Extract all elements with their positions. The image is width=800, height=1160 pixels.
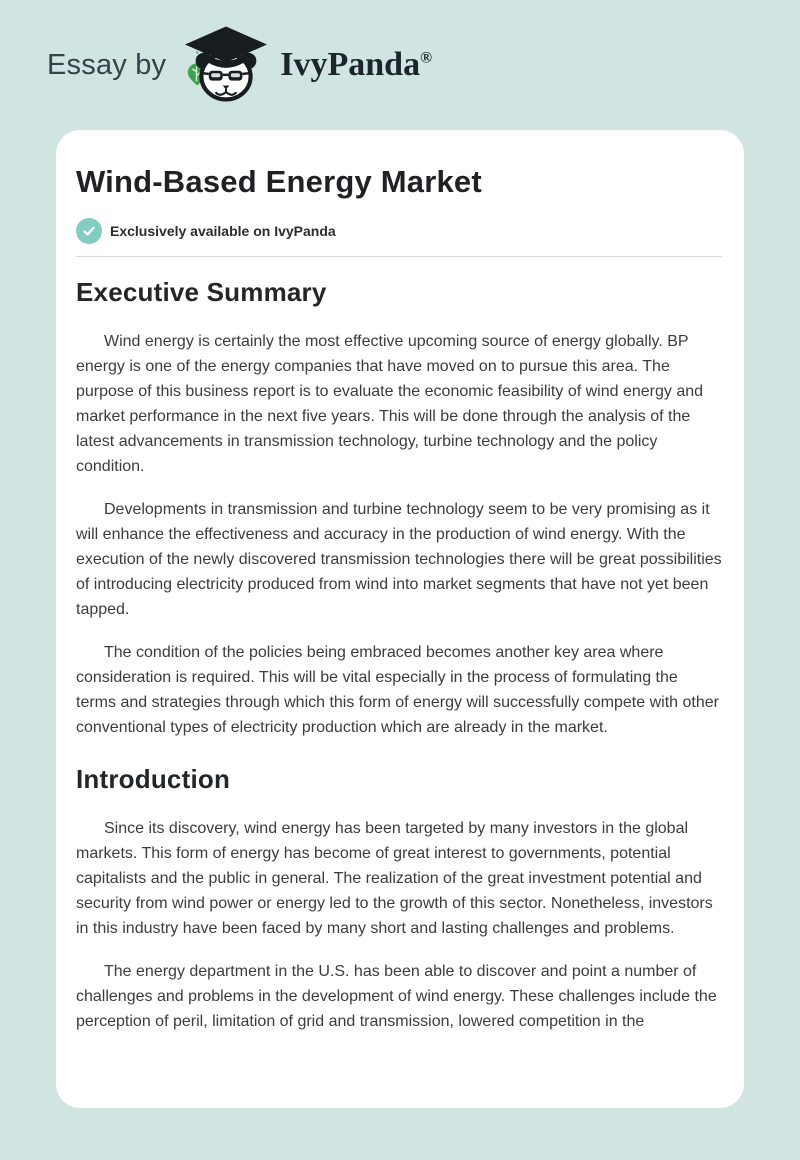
checkmark-icon <box>76 218 102 244</box>
divider <box>76 256 722 257</box>
ivypanda-logo-icon <box>180 24 272 106</box>
registered-mark: ® <box>420 49 433 67</box>
paragraph: Since its discovery, wind energy has been targeted by many investors in the global markets. This form of energy has become of great interest to governments, potential capitalists and the public in general. The realization of the great investment potential and security from wind power or energy led to the growth of this sector. Nonetheless, investors in this industry have been faced by many short and lasting challenges and problems. <box>76 820 713 937</box>
essay-by-text: Essay by <box>47 48 167 81</box>
brand-name: IvyPanda® <box>280 46 433 83</box>
essay-card <box>56 130 744 1108</box>
section-heading-introduction: Introduction <box>76 764 231 794</box>
page-title: Wind-Based Energy Market <box>76 164 482 199</box>
paragraph: The condition of the policies being embraced becomes another key area where consideration is required. This will be vital especially in the process of formulating the terms and strategies through which this form of energy will successfully compete with other conventional types of electricity production which are already in the market. <box>76 644 719 736</box>
paragraph: Wind energy is certainly the most effective upcoming source of energy globally. BP energy is one of the energy companies that have moved on to pursue this area. The purpose of this business report is to evaluate the economic feasibility of wind energy and market performance in the next five years. This will be done through the analysis of the latest advancements in transmission technology, turbine technology and the policy condition. <box>76 333 704 475</box>
exclusive-badge <box>76 218 722 244</box>
paragraph: Developments in transmission and turbine technology seem to be very promising as it will enhance the effectiveness and accuracy in the production of wind energy. With the execution of the newly discovered transmission technologies there will be great possibilities of introducing electricity produced from wind into market segments that have not yet been tapped. <box>76 501 722 618</box>
site-header <box>0 0 800 130</box>
paragraph: The energy department in the U.S. has been able to discover and point a number of challenges and problems in the development of wind energy. These challenges include the perception of peril, limitation of grid and transmission, lowered competition in the <box>76 963 717 1030</box>
section-heading-executive-summary: Executive Summary <box>76 277 327 307</box>
exclusive-badge-label: Exclusively available on IvyPanda <box>110 223 336 239</box>
